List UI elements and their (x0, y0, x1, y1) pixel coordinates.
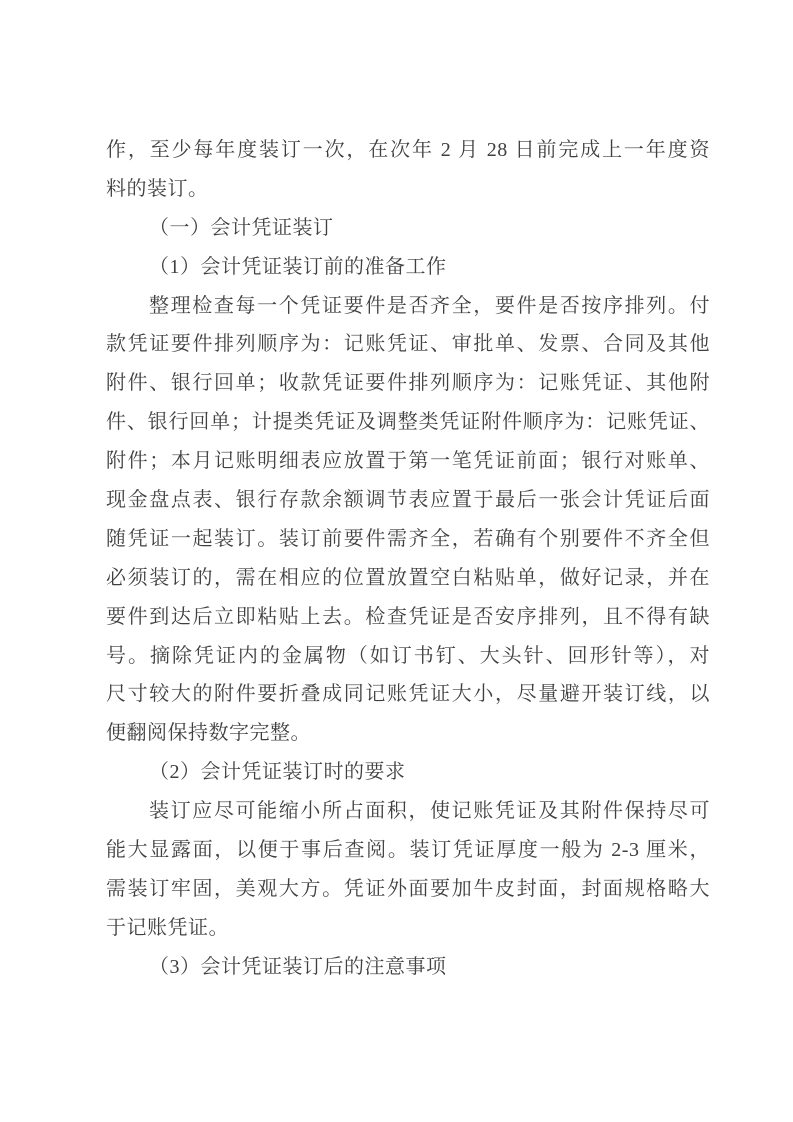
text-line: 随凭证一起装订。装订前要件需齐全，若确有个别要件不齐全但 (106, 527, 710, 550)
text-line: 需装订牢固，美观大方。凭证外面要加牛皮封面，封面规格略大 (106, 877, 710, 900)
text-line: 便翻阅保持数字完整。 (106, 722, 311, 745)
text-line: （2）会计凭证装订时的要求 (149, 761, 406, 784)
text-line: 料的装订。 (106, 177, 209, 200)
text-line: 必须装订的，需在相应的位置放置空白粘贴单，做好记录，并在 (106, 566, 710, 589)
text-line: （1）会计凭证装订前的准备工作 (149, 255, 447, 278)
document-body (106, 131, 710, 987)
text-line: （3）会计凭证装订后的注意事项 (149, 955, 447, 978)
text-line: 整理检查每一个凭证要件是否齐全，要件是否按序排列。付 (149, 294, 710, 317)
text-line: 作，至少每年度装订一次，在次年 2 月 28 日前完成上一年度资 (106, 139, 710, 161)
text-line: 于记账凭证。 (106, 916, 229, 939)
text-line: 附件；本月记账明细表应放置于第一笔凭证前面；银行对账单、 (106, 450, 710, 473)
text-line: 能大显露面，以便于事后查阅。装订凭证厚度一般为 2-3 厘米， (106, 839, 710, 862)
text-line: 附件、银行回单；收款凭证要件排列顺序为：记账凭证、其他附 (106, 372, 710, 395)
text-line: 款凭证要件排列顺序为：记账凭证、审批单、发票、合同及其他 (106, 333, 710, 356)
text-line: 要件到达后立即粘贴上去。检查凭证是否安序排列，且不得有缺 (106, 605, 710, 628)
text-line: 号。摘除凭证内的金属物（如订书钉、大头针、回形针等），对 (106, 644, 710, 667)
text-line: 尺寸较大的附件要折叠成同记账凭证大小，尽量避开装订线，以 (106, 683, 710, 706)
text-line: 现金盘点表、银行存款余额调节表应置于最后一张会计凭证后面 (106, 489, 710, 512)
text-line: （一）会计凭证装订 (149, 216, 334, 239)
text-line: 装订应尽可能缩小所占面积，使记账凭证及其附件保持尽可 (149, 800, 710, 823)
text-line: 件、银行回单；计提类凭证及调整类凭证附件顺序为：记账凭证、 (106, 411, 710, 434)
